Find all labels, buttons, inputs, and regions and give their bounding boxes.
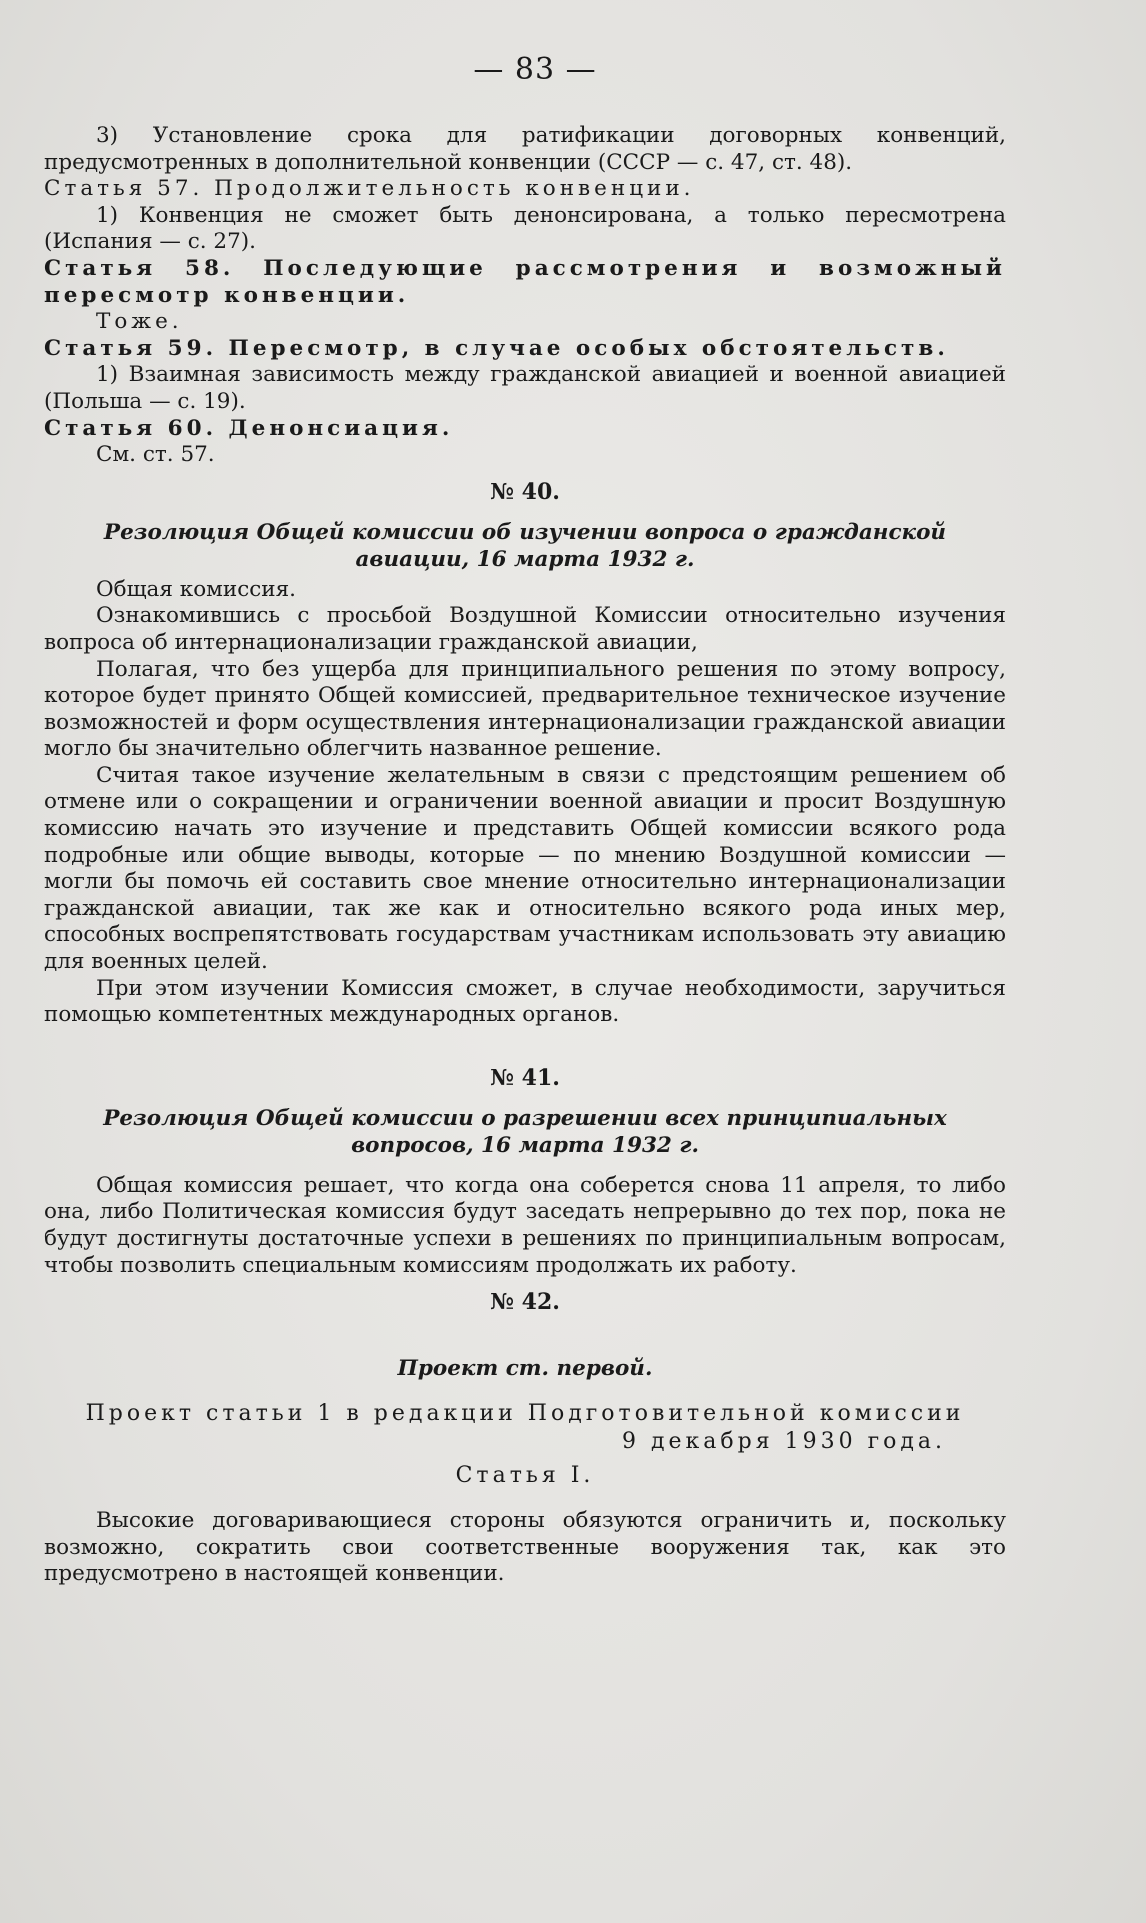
article-heading: Статья 57. Продолжительность конвенции. [44, 176, 695, 202]
document-number: № 40. [490, 478, 560, 505]
paragraph: При этом изучении Комиссия сможет, в случае необходимости, заручиться помощью компетентных международных органов. [44, 975, 1006, 1028]
article-text: Высокие договаривающиеся стороны обязуются ограничить и, поскольку возможно, сократить свои соответственные вооружения так, как это предусмотрено в настоящей конвенции. [44, 1508, 1006, 1587]
document-subtitle: Проект ст. первой. [397, 1356, 653, 1382]
draft-date: 9 декабря 1930 года. [621, 1429, 946, 1455]
document-number: № 41. [490, 1064, 560, 1091]
text-line: 1) Взаимная зависимость между гражданской авиацией и военной авиацией (Польша — с. 19). [44, 362, 1006, 414]
paragraph: Общая комиссия. [96, 576, 297, 602]
document-title: Резолюция Общей комиссии об изучении вопроса о гражданской авиации, 16 марта 1932 г. [103, 519, 947, 572]
article-heading: Статья 59. Пересмотр, в случае особых обстоятельств. [44, 335, 949, 361]
article-heading: Статья 58. Последующие рассмотрения и возможный пересмотр конвенции. [44, 255, 1006, 308]
text-line: 3) Установление срока для ратификации договорных конвенций, предусмотренных в дополнительной конвенции (СССР — с. 47, ст. 48). [44, 123, 1006, 175]
document-42 [44, 1289, 1006, 1588]
document-number: № 42. [490, 1289, 560, 1316]
paragraph: Полагая, что без ущерба для принципиального решения по этому вопросу, которое будет принято Общей комиссией, предварительное техническое изучение возможностей и форм осуществления интернационализации гражданской авиации могло бы значительно облегчить названное решение. [44, 656, 1006, 762]
draft-heading: Проект статьи 1 в редакции Подготовительной комиссии [85, 1401, 965, 1427]
paragraph: Ознакомившись с просьбой Воздушной Комиссии относительно изучения вопроса об интернационализации гражданской авиации, [44, 603, 1006, 655]
text-line: Тоже. [96, 309, 183, 335]
document-title: Резолюция Общей комиссии о разрешении всех принципиальных вопросов, 16 марта 1932 г. [103, 1105, 947, 1158]
article-heading: Статья 60. Денонсиация. [44, 415, 454, 441]
document-41 [44, 1065, 1006, 1279]
document-40 [44, 479, 1006, 1029]
text-line: 1) Конвенция не сможет быть денонсирована, а только пересмотрена (Испания — с. 27). [44, 202, 1006, 255]
paragraph: Считая такое изучение желательным в связи с предстоящим решением об отмене или о сокращении и ограничении военной авиации и просит Воздушную комиссию начать это изучение и представить Общей комиссии всякого рода подробные или общие выводы, которые — по мнению Воздушной комиссии — могли бы помочь ей составить свое мнение относительно интернационализации гражданской авиации, так же как и относительно всякого рода иных мер, способных воспрепятствовать государствам участникам использовать эту авиацию для военных целей. [44, 762, 1006, 975]
paragraph: Общая комиссия решает, что когда она соберется снова 11 апреля, то либо она, либо Политическая комиссия будут заседать непрерывно до тех пор, пока не будут достигнуты достаточные успехи в решениях по принципиальным вопросам, чтобы позволить специальным комиссиям продолжать их работу. [44, 1172, 1006, 1278]
page-number: — 83 — [473, 52, 597, 87]
article-title: Статья I. [455, 1463, 595, 1489]
text-line: См. ст. 57. [96, 442, 215, 468]
top-section [44, 123, 1006, 469]
